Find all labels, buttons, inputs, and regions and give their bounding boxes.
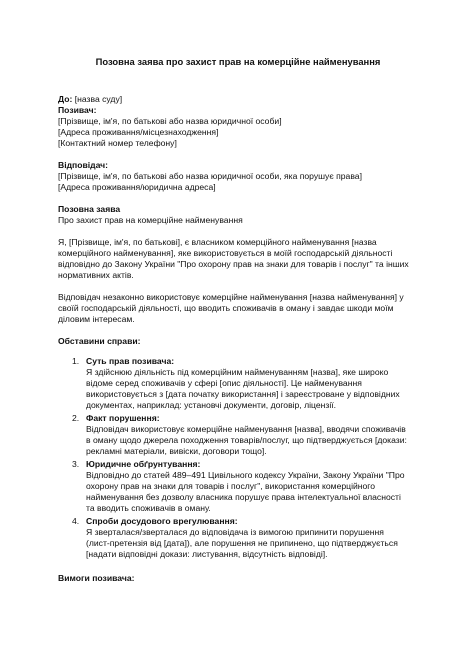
item-line: охорону прав на знаки для товарів і послуг", використання комерційного (86, 481, 376, 491)
document-title: Позовна заява про захист прав на комерційне найменування (95, 56, 381, 67)
paragraph-line: Відповідач незаконно використовує комерційне найменування [назва найменування] у (58, 292, 404, 302)
court-line (58, 94, 418, 105)
item-line: Відповідач використовує комерційне найменування [назва], вводячи споживачів (86, 424, 406, 434)
to-label: До: (58, 94, 73, 104)
item-line: Я здійснюю діяльність під комерційним найменуванням [назва], яке широко (86, 367, 389, 377)
paragraph-violation (58, 292, 418, 325)
defendant-name: [Прізвище, ім'я, по батькові або назва юридичної особи, яка порушує права] (58, 171, 362, 181)
item-line: в оману щодо джерела походження товарів/послуг, що підтверджується [докази: (86, 435, 407, 445)
list-item (58, 516, 418, 560)
circumstances-label: Обставини справи: (58, 336, 141, 346)
item-number: 3. (72, 459, 80, 469)
paragraph-line: своїй господарській діяльності, що вводить споживачів в оману і завдає шкоди моїм (58, 303, 394, 313)
defendant-label: Відповідач: (58, 160, 109, 170)
item-line: Відповідно до статей 489–491 Цивільного кодексу України, Закону України "Про (86, 470, 405, 480)
item-title: Суть прав позивача: (86, 356, 175, 366)
plaintiff-name: [Прізвище, ім'я, по батькові або назва юридичної особи] (58, 116, 282, 126)
claim-subject: Про захист прав на комерційне найменування (58, 215, 243, 225)
item-number: 1. (72, 356, 80, 366)
paragraph-line: діловим інтересам. (58, 314, 135, 324)
claim-label: Позовна заява (58, 204, 121, 214)
paragraph-line: відповідно до Закону України "Про охорону прав на знаки для товарів і послуг" та інших (58, 259, 409, 269)
paragraph-line: Я, [Прізвище, ім'я, по батькові], є власником комерційного найменування [назва (58, 237, 377, 247)
plaintiff-address: [Адреса проживання/місцезнаходження] (58, 127, 219, 137)
item-title: Факт порушення: (86, 413, 160, 423)
item-line: використовується з [дата початку використання] і зареєстроване у відповідних (86, 389, 400, 399)
list-item (58, 413, 418, 457)
item-line: Я зверталася/зверталася до відповідача із вимогою припинити порушення (86, 527, 384, 537)
defendant-address: [Адреса проживання/юридична адреса] (58, 182, 216, 192)
list-item (58, 459, 418, 514)
item-line: [надати відповідні докази: листування, відсутність відповіді]. (86, 549, 328, 559)
item-line: рекламні матеріали, вивіски, договори тощо]. (86, 446, 267, 456)
item-line: та вводить споживачів в оману. (86, 503, 211, 513)
item-line: найменування без дозволу власника порушує права інтелектуальної власності (86, 492, 401, 502)
item-number: 4. (72, 516, 80, 526)
item-number: 2. (72, 413, 80, 423)
plaintiff-label: Позивач: (58, 105, 97, 115)
plaintiff-phone: [Контактний номер телефону] (58, 138, 177, 148)
item-title: Юридичне обґрунтування: (86, 459, 201, 469)
item-line: відоме серед споживачів у сфері [опис діяльності]. Це найменування (86, 378, 362, 388)
item-title: Спроби досудового врегулювання: (86, 516, 238, 526)
demands-label: Вимоги позивача: (58, 573, 135, 583)
list-item (58, 356, 418, 411)
court-name: [назва суду] (72, 94, 123, 104)
paragraph-line: комерційного найменування], яке використовується в моїй господарській діяльності (58, 248, 393, 258)
item-line: (лист-претензія від [дата]), але порушення не припинено, що підтверджується (86, 538, 398, 548)
circumstances-list (58, 356, 418, 560)
paragraph-ownership (58, 237, 418, 281)
paragraph-line: нормативних актів. (58, 270, 134, 280)
item-line: документах, наприклад: установчі документи, договір, ліцензії. (86, 400, 337, 410)
